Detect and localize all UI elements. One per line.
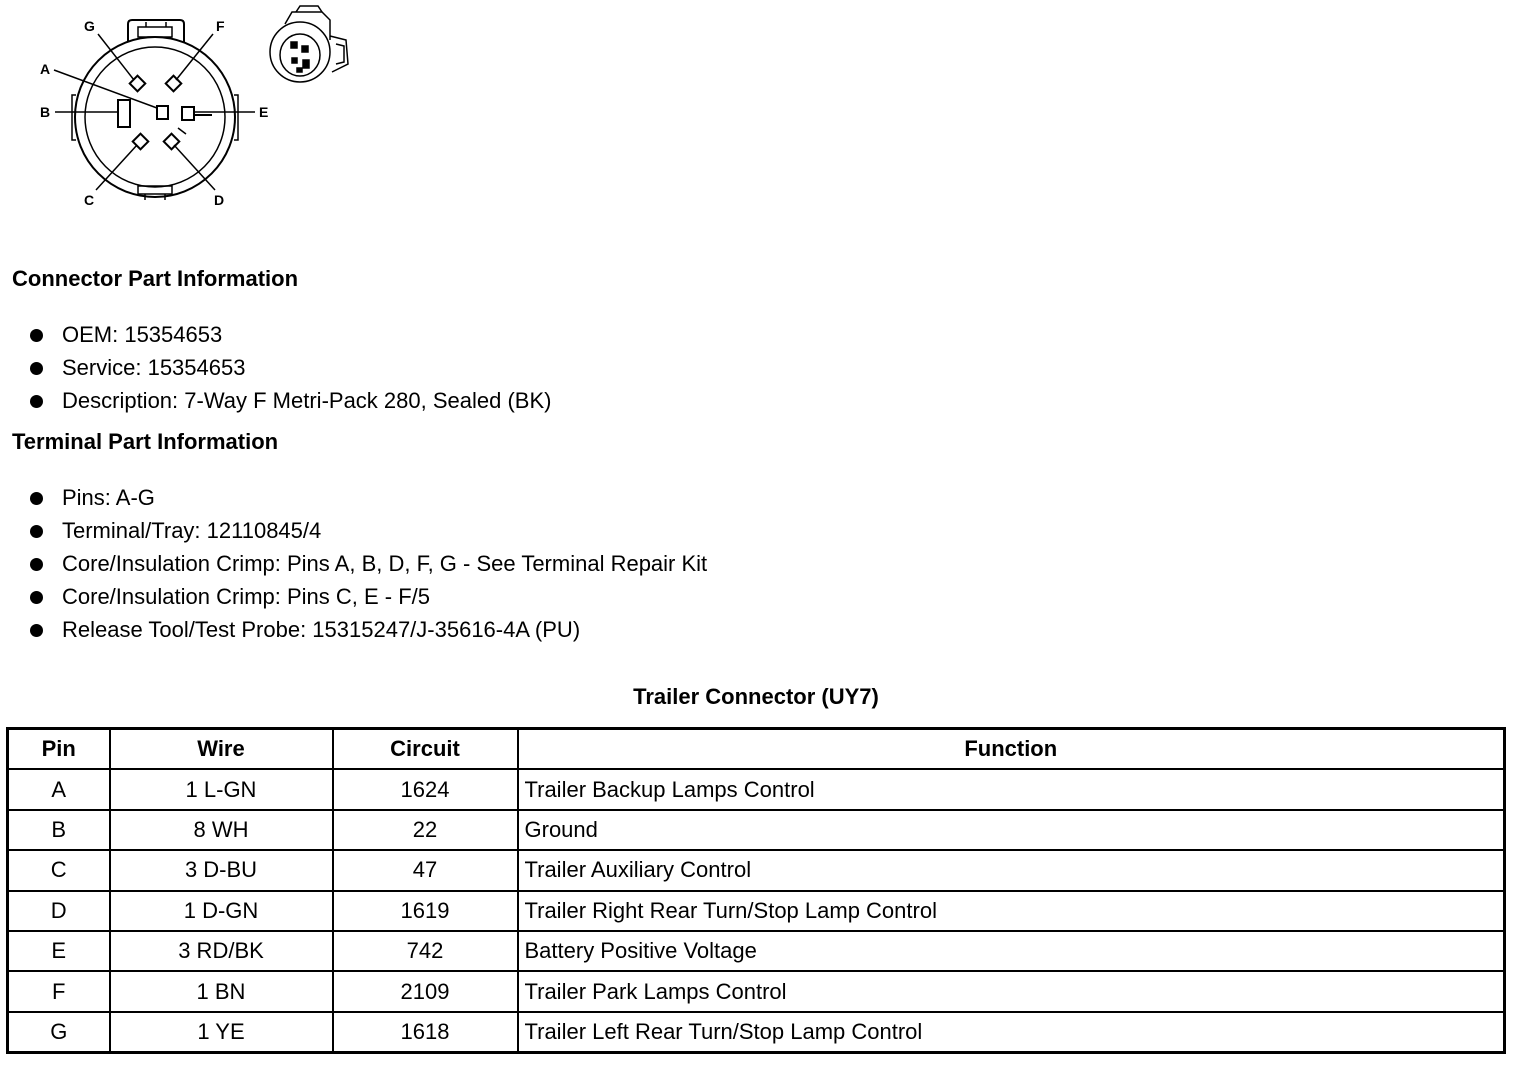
cell-pin: B [8, 810, 110, 850]
list-item: Pins: A-G [30, 481, 707, 514]
list-item: Description: 7-Way F Metri-Pack 280, Sealed (BK) [30, 384, 551, 417]
connector-outer-ring [75, 37, 235, 197]
header-function: Function [518, 729, 1505, 770]
bullet-icon [30, 395, 43, 408]
bullet-icon [30, 329, 43, 342]
cell-wire: 1 BN [110, 971, 333, 1011]
cell-wire: 1 YE [110, 1012, 333, 1053]
pin-cavity-D [164, 134, 180, 150]
cell-wire: 8 WH [110, 810, 333, 850]
bullet-icon [30, 525, 43, 538]
cell-pin: G [8, 1012, 110, 1053]
cell-function: Trailer Right Rear Turn/Stop Lamp Control [518, 891, 1505, 931]
pin-cavity-A [157, 106, 168, 119]
cell-pin: D [8, 891, 110, 931]
cell-wire: 1 L-GN [110, 769, 333, 809]
table-row [8, 810, 1505, 850]
table-row [8, 931, 1505, 971]
cell-wire: 3 RD/BK [110, 931, 333, 971]
cell-circuit: 742 [333, 931, 518, 971]
bullet-icon [30, 558, 43, 571]
pin-cavity-B [118, 100, 130, 127]
terminal-part-info-list [30, 481, 707, 646]
table-row [8, 971, 1505, 1011]
cell-pin: E [8, 931, 110, 971]
pin-label-E: E [259, 104, 269, 120]
cell-function: Trailer Auxiliary Control [518, 850, 1505, 890]
list-item: Release Tool/Test Probe: 15315247/J-35616-4A (PU) [30, 613, 707, 646]
header-pin: Pin [8, 729, 110, 770]
table-row [8, 1012, 1505, 1053]
bullet-icon [30, 624, 43, 637]
table-header-row [8, 729, 1505, 770]
table-row [8, 850, 1505, 890]
pin-label-G: G [84, 18, 95, 34]
cell-pin: A [8, 769, 110, 809]
cell-function: Battery Positive Voltage [518, 931, 1505, 971]
bullet-icon [30, 591, 43, 604]
cell-pin: C [8, 850, 110, 890]
table-title: Trailer Connector (UY7) [633, 684, 879, 709]
connector-part-info-list [30, 318, 551, 417]
list-item: Core/Insulation Crimp: Pins A, B, D, F, G - See Terminal Repair Kit [30, 547, 707, 580]
cell-circuit: 22 [333, 810, 518, 850]
bullet-icon [30, 492, 43, 505]
bullet-icon [30, 362, 43, 375]
pin-label-F: F [216, 18, 225, 34]
header-wire: Wire [110, 729, 333, 770]
cell-wire: 1 D-GN [110, 891, 333, 931]
cell-function: Trailer Left Rear Turn/Stop Lamp Control [518, 1012, 1505, 1053]
connector-inner-ring [85, 47, 225, 187]
connector-face-diagram [0, 0, 380, 215]
list-item: Core/Insulation Crimp: Pins C, E - F/5 [30, 580, 707, 613]
connector-thumbnail [270, 6, 348, 82]
table-row [8, 891, 1505, 931]
pin-cavity-E [182, 107, 194, 120]
pin-cavity-F [166, 76, 182, 92]
cell-circuit: 1624 [333, 769, 518, 809]
pin-label-D: D [214, 192, 225, 208]
pinout-table [6, 727, 1506, 1054]
terminal-part-info-title: Terminal Part Information [12, 429, 279, 454]
connector-part-info-title: Connector Part Information [12, 266, 299, 291]
cell-circuit: 47 [333, 850, 518, 890]
cell-wire: 3 D-BU [110, 850, 333, 890]
table-row [8, 769, 1505, 809]
pin-label-A: A [40, 61, 51, 77]
pin-label-C: C [84, 192, 95, 208]
list-item: Service: 15354653 [30, 351, 551, 384]
header-circuit: Circuit [333, 729, 518, 770]
list-item: Terminal/Tray: 12110845/4 [30, 514, 707, 547]
cell-function: Trailer Backup Lamps Control [518, 769, 1505, 809]
cell-pin: F [8, 971, 110, 1011]
cell-function: Ground [518, 810, 1505, 850]
cell-function: Trailer Park Lamps Control [518, 971, 1505, 1011]
cell-circuit: 2109 [333, 971, 518, 1011]
cell-circuit: 1619 [333, 891, 518, 931]
pin-label-B: B [40, 104, 51, 120]
cell-circuit: 1618 [333, 1012, 518, 1053]
list-item: OEM: 15354653 [30, 318, 551, 351]
